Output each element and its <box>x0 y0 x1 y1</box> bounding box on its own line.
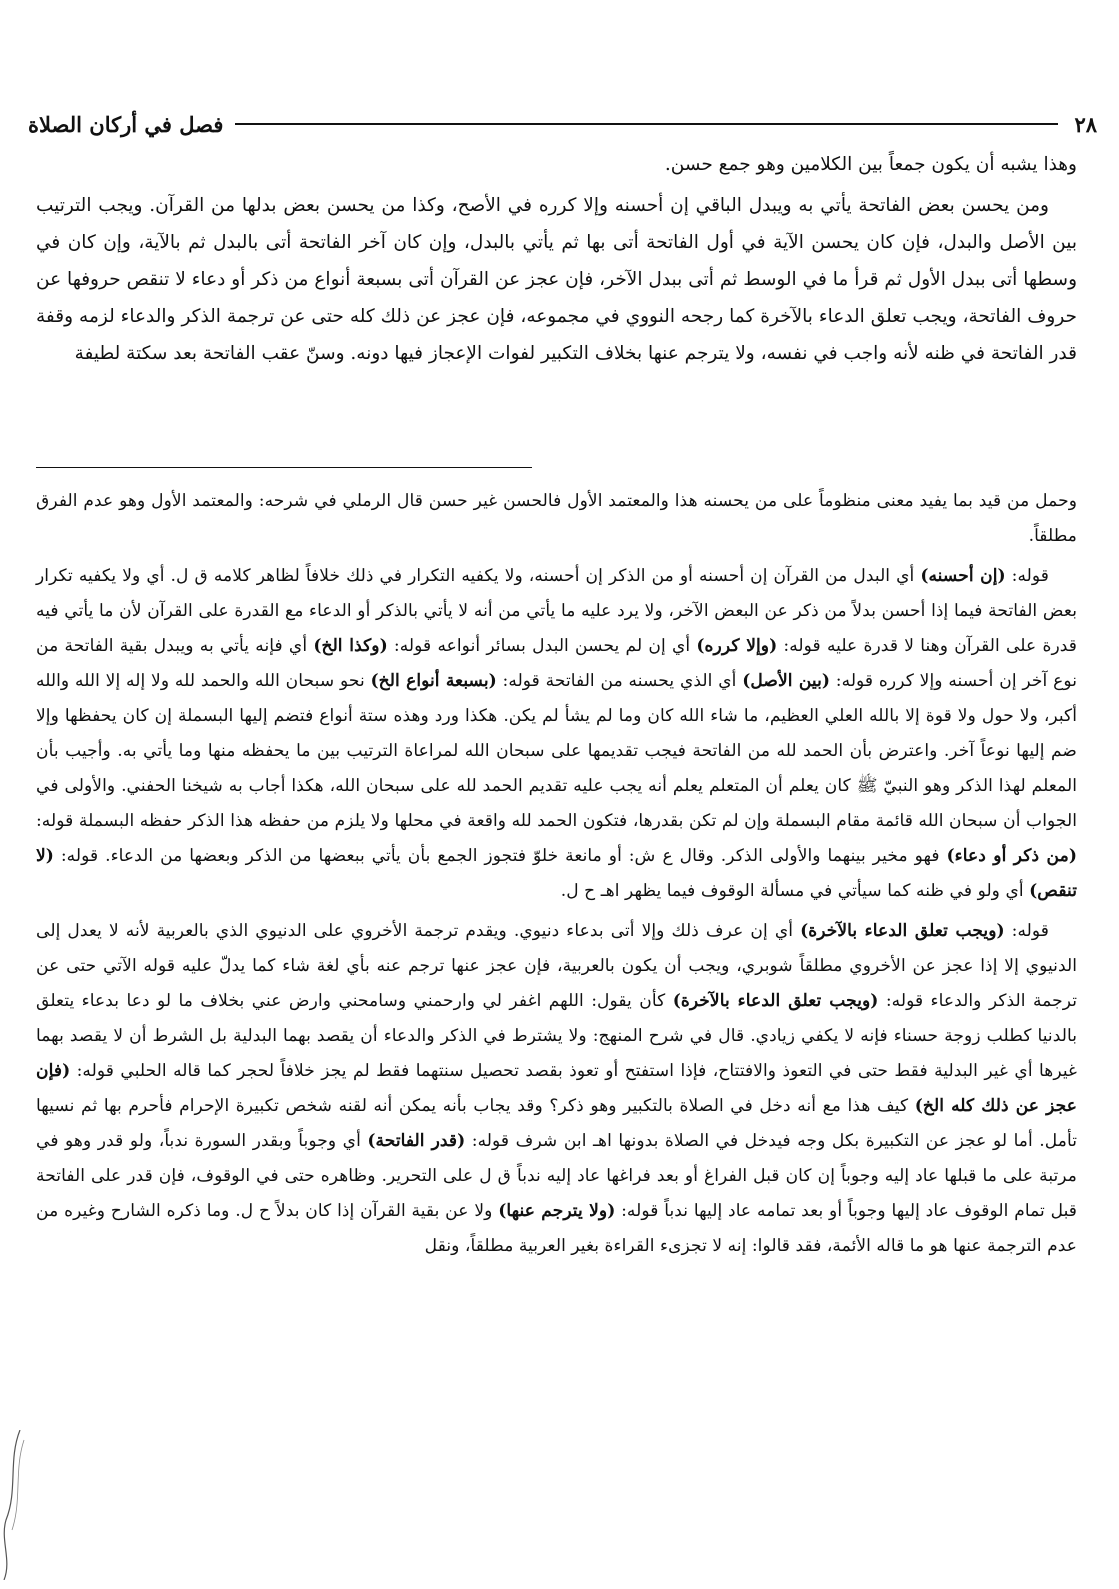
quoted-term: (وكذا الخ) <box>313 636 388 656</box>
note-text: أي البدل من القرآن إن أحسنه أو من الذكر إن أحسنه، ولا يكفيه التكرار في ذلك خلافاً لظاهر كلامه ق ل. أي ولا يكفيه تكرار بعض الفاتحة فيما إذا أحسن بدلاً من ذكر عن البعض الآخر، ولا يرد عليه ما يأتي من أنه لا يأتي بالذكر أو الدعاء مع القدرة على القرآن لأن ما يأتي فيه قدرة على القرآن وهنا لا قدرة عليه قوله: <box>36 566 1077 656</box>
note-text: أي إن عرف ذلك وإلا أتى بدعاء دنيوي. ويقدم ترجمة الأخروي على الدنيوي الذي بالعربية لأنه لا يعدل إلى الدنيوي إلا إذا عجز عن الأخروي مطلقاً شوبري، ويجب أن يكون بالعربية، فإن عجز عنها ترجم عنه بأي لغة شاء كما يدلّ عليه قوله الآتي حتى عن ترجمة الذكر والدعاء قوله: <box>36 921 1078 1011</box>
header-rule <box>235 123 1058 125</box>
note-text: أي الذي يحسنه من الفاتحة قوله: <box>496 671 743 691</box>
quoted-term: (وإلا كرره) <box>696 636 778 656</box>
commentary <box>36 484 1077 1269</box>
quoted-term: (من ذكر أو دعاء) <box>946 846 1077 866</box>
note-text: أي فإنه يأتي به ويبدل بقية الفاتحة من نوع آخر إن أحسنه وإلا كرره قوله: <box>36 636 1077 691</box>
note-text: أي ولو في ظنه كما سيأتي في مسألة الوقوف فيما يظهر اهـ ح ل. <box>560 881 1030 901</box>
quoted-term: (بين الأصل) <box>742 671 831 691</box>
quoted-term: (قدر الفاتحة) <box>367 1131 466 1151</box>
note-text: أي إن لم يحسن البدل بسائر أنواعه قوله: <box>387 636 697 656</box>
quoted-term: (لا تنقص) <box>36 846 1077 901</box>
quoted-term: (إن أحسنه) <box>920 566 1006 586</box>
quoted-term: (بسبعة أنواع الخ) <box>370 671 497 691</box>
quoted-term: (ويجب تعلق الدعاء بالآخرة) <box>800 921 1005 941</box>
note-text: كيف هذا مع أنه دخل في الصلاة بالتكبير وهو ذكر؟ وقد يجاب بأنه يمكن أنه لقنه شخص تكبيرة الإحرام فأحرم بها ثم نسيها تأمل. أما لو عجز عن التكبيرة بكل وجه فيدخل في الصلاة بدونها اهـ ابن شرف قوله: <box>36 1096 1078 1151</box>
page-header <box>28 104 1097 144</box>
note-text: أي وجوباً وبقدر السورة ندباً، ولو قدر وهو في مرتبة على ما قبلها عاد إليه وجوباً إن كان قبل الفراغ أو بعد فراغها عاد إليه ندباً ق ل على التحرير. وظاهره حتى في الوقوف، فإن قدر على الفاتحة قبل تمام الوقوف عاد إليها وجوباً أو بعد تمامه عاد إليها ندباً قوله: <box>36 1131 1078 1221</box>
commentary-paragraph <box>36 914 1077 1264</box>
quoted-term: (فإن عجز عن ذلك كله الخ) <box>36 1061 1077 1116</box>
commentary-paragraph <box>36 559 1077 909</box>
note-text: فهو مخير بينهما والأولى الذكر. وقال ع ش: أو مانعة خلوّ فتجوز الجمع بأن يأتي ببعضها من الذكر وبعضها من الدعاء. قوله: <box>53 846 947 866</box>
note-text: قوله: <box>1004 921 1049 941</box>
binding-scan-mark <box>0 1430 26 1580</box>
quoted-term: (ولا يترجم عنها) <box>498 1201 616 1221</box>
note-text: كأن يقول: اللهم اغفر لي وارحمني وسامحني وارض عني بخلاف ما لو دعا بدعاء يتعلق بالدنيا كطلب زوجة حسناء فإنه لا يكفي زيادي. قال في شرح المنهج: ولا يشترط في الذكر والدعاء أن يقصد بهما البدلية بل الشرط أن لا يقصد بهما غيرها أي غير البدلية فقط حتى في التعوذ والافتتاح، فإذا استفتح أو تعوذ بقصد تحصيل سنتهما فقط لم يجز خلافاً لحجر كما قاله الحلبي قوله: <box>36 991 1077 1081</box>
commentary-paragraph: وحمل من قيد بما يفيد معنى منظوماً على من يحسنه هذا والمعتمد الأول فالحسن غير حسن قال الرملي في شرحه: والمعتمد الأول وهو عدم الفرق مطلقاً. <box>36 491 1077 546</box>
footnote-divider <box>36 467 532 468</box>
chapter-title: فصل في أركان الصلاة <box>28 111 224 137</box>
note-text: قوله: <box>1005 566 1049 586</box>
note-text: ولا عن بقية القرآن إذا كان بدلاً ح ل. وما ذكره الشارح وغيره من عدم الترجمة عنها هو ما قاله الأئمة، فقد قالوا: إنه لا تجزىء القراءة بغير العربية مطلقاً، ونقل <box>36 1201 1077 1256</box>
main-paragraph: ومن يحسن بعض الفاتحة يأتي به ويبدل الباقي إن أحسنه وإلا كرره في الأصح، وكذا من يحسن بعض بدلها من القرآن. ويجب الترتيب بين الأصل والبدل، فإن كان يحسن الآية في أول الفاتحة أتى بها ثم يأتي بالبدل، وإن كان آخر الفاتحة أتى بالبدل ثم بالآية، وإن كان في وسطها أتى ببدل الأول ثم قرأ ما في الوسط ثم أتى ببدل الآخر، فإن عجز عن القرآن أتى بسبعة أنواع من ذكر أو دعاء لا تنقص حروفها عن حروف الفاتحة، ويجب تعلق الدعاء بالآخرة كما رجحه النووي في مجموعه، فإن عجز عن ذلك كله حتى عن ترجمة الذكر والدعاء لزمه وقفة قدر الفاتحة في ظنه لأنه واجب في نفسه، ولا يترجم عنها بخلاف التكبير لفوات الإعجاز فيها دونه. وسنّ عقب الفاتحة بعد سكتة لطيفة <box>36 195 1077 364</box>
note-text: نحو سبحان الله والحمد لله ولا إله إلا الله والله أكبر، ولا حول ولا قوة إلا بالله العلي العظيم، ما شاء الله كان وما لم يشأ لم يكن. هكذا ورد وهذه ستة أنواع فتضم إليها البسملة إن كان يحفظها وإلا ضم إليها نوعاً آخر. واعترض بأن الحمد لله من الفاتحة فيجب تقديمها على سبحان الله لمراعاة الترتيب بين ما يحفظه منها وما يأتي به. وأجيب بأن المعلم لهذا الذكر وهو النبيّ ﷺ كان يعلم أن المتعلم يعلم أنه يجب عليه تقديم الحمد لله على سبحان الله، هكذا أجاب به شيخنا الحفني. والأولى في الجواب أن سبحان الله قائمة مقام البسملة وإن لم تكن بقدرها، فتكون الحمد لله واقعة في محلها ولا يلزم من حفظه هذا الذكر حفظه البسملة قوله: <box>36 671 1077 831</box>
main-paragraph: وهذا يشبه أن يكون جمعاً بين الكلامين وهو جمع حسن. <box>664 154 1077 175</box>
main-text <box>36 146 1077 376</box>
quoted-term: (ويجب تعلق الدعاء بالآخرة) <box>672 991 879 1011</box>
page-number: ٢٨ <box>1074 111 1097 137</box>
